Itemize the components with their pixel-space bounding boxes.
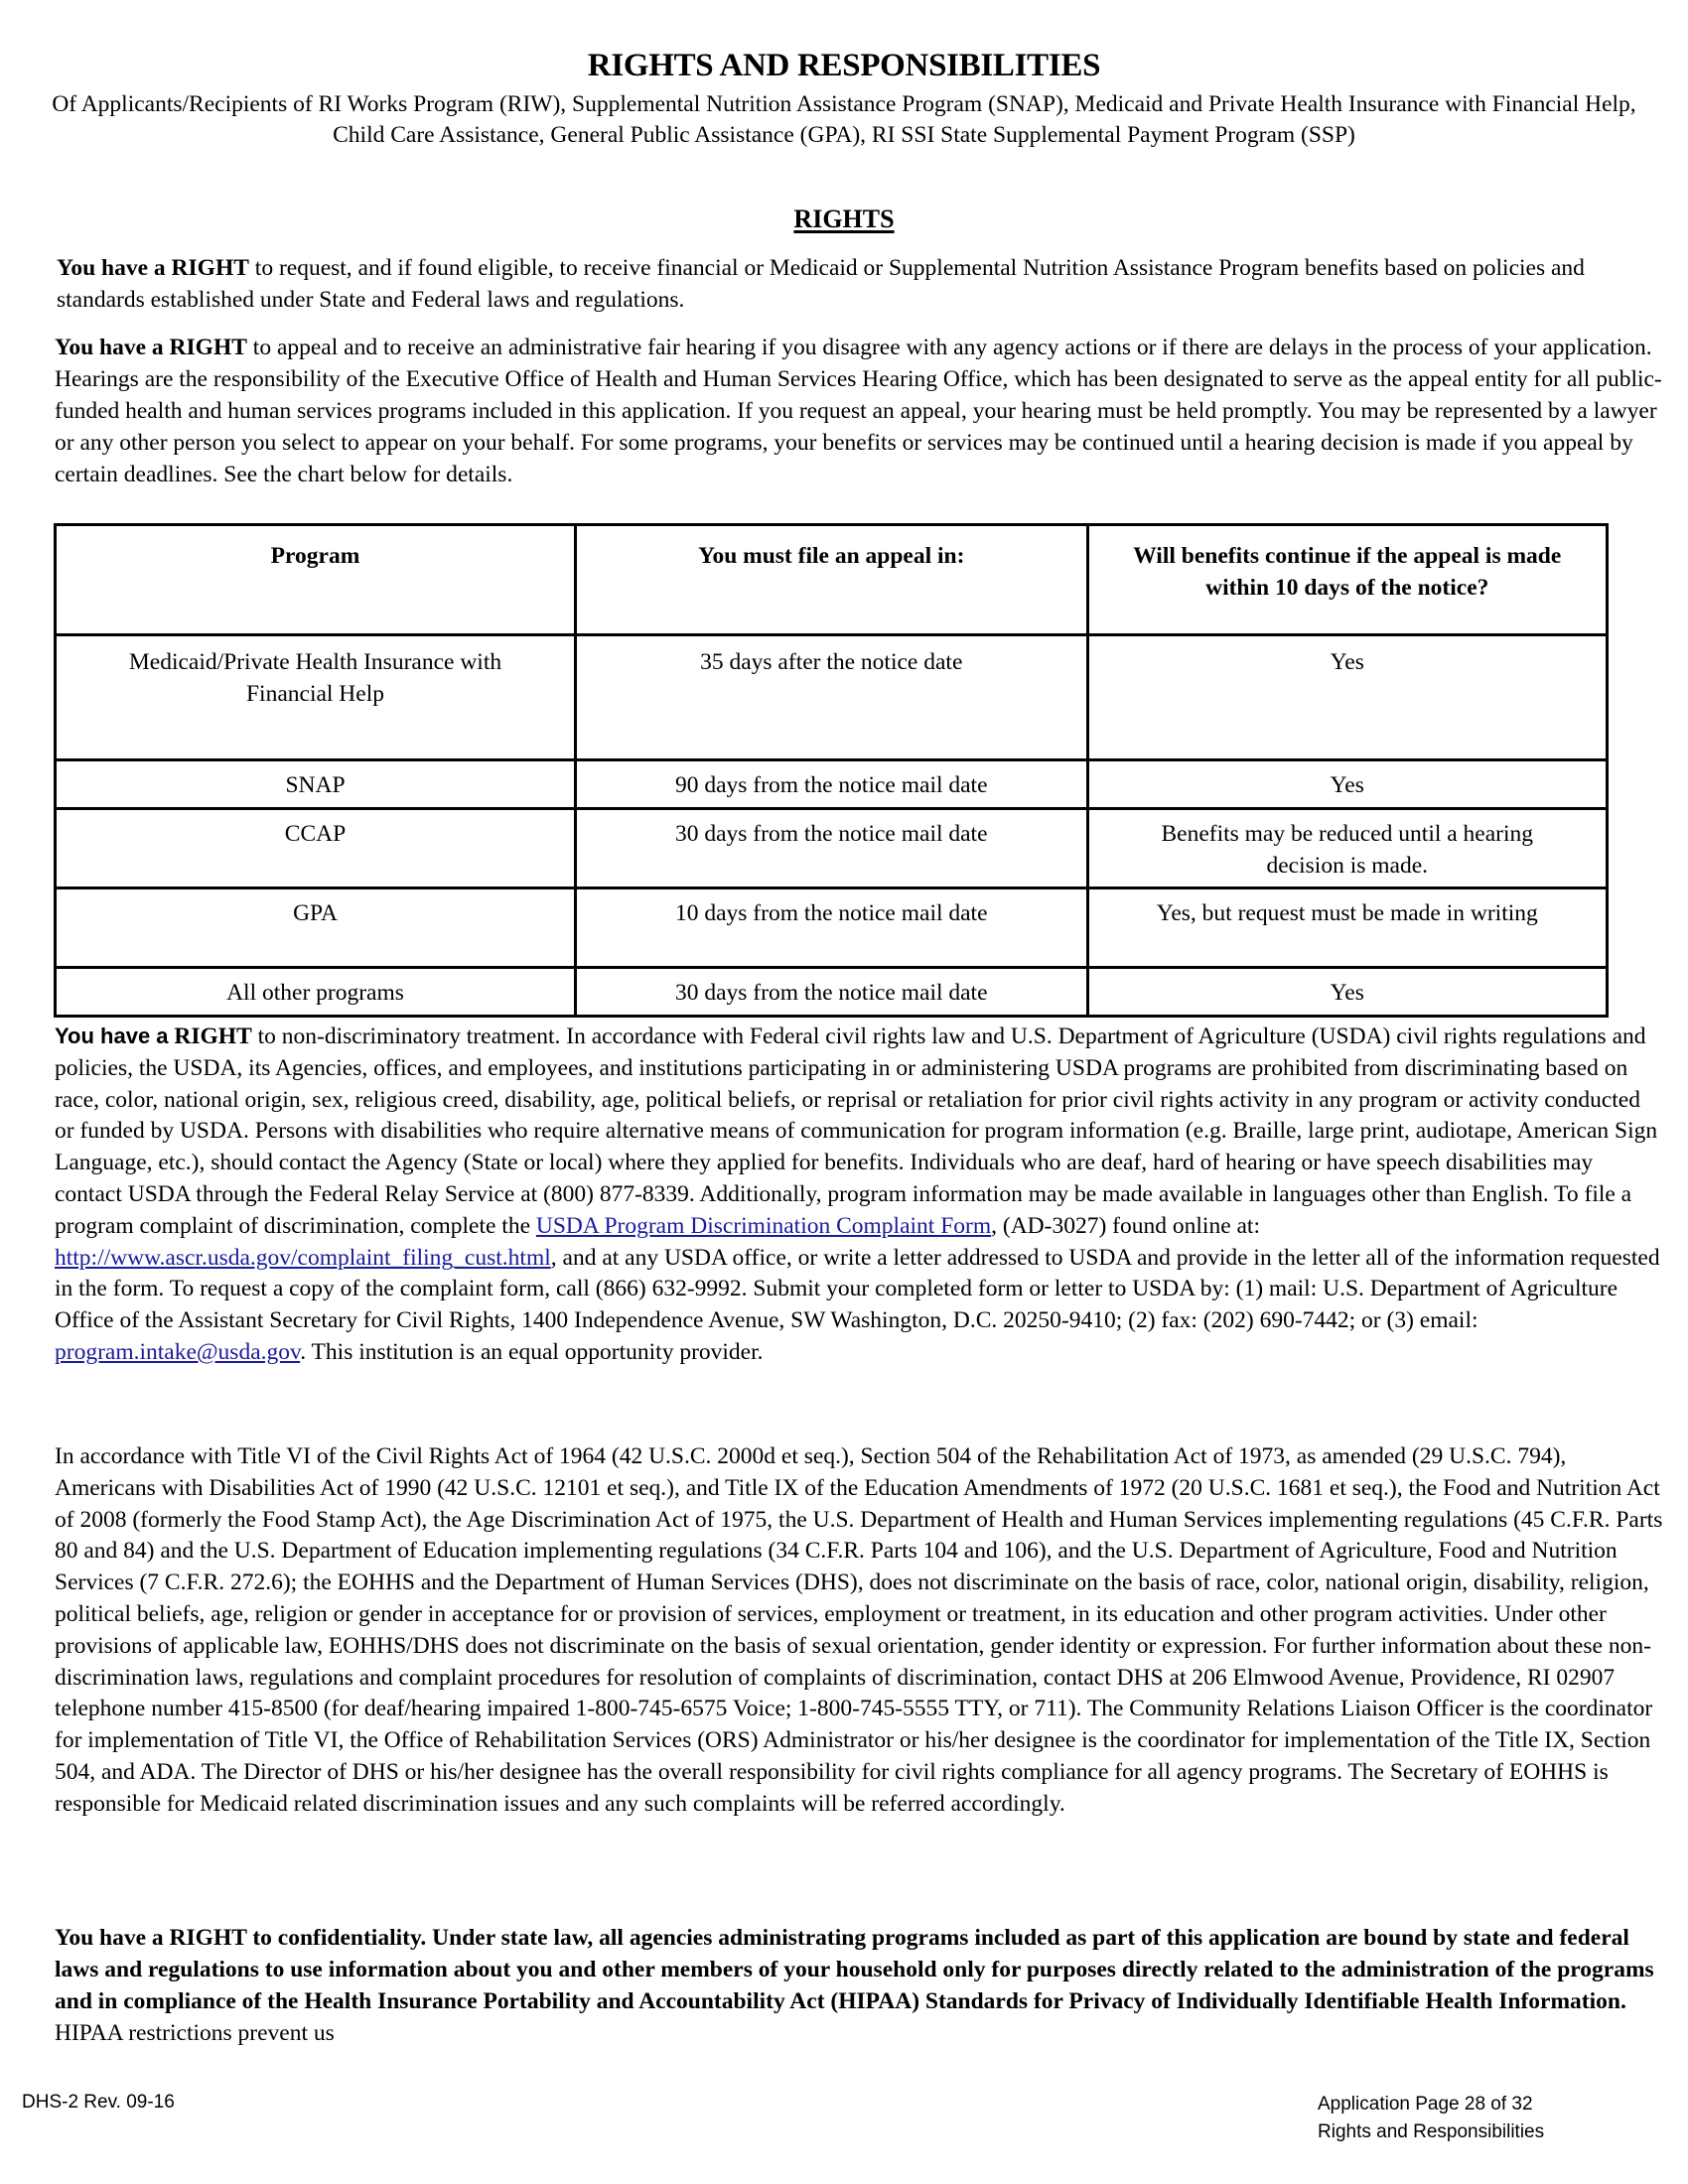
section-heading-rights-label: RIGHTS [793,205,895,233]
cell-program: CCAP [56,809,576,888]
page-title: RIGHTS AND RESPONSIBILITIES [587,48,1101,83]
right-lead-sans: You have a [55,1024,169,1048]
cell-deadline: 10 days from the notice mail date [575,888,1087,968]
cell-deadline: 30 days from the notice mail date [575,968,1087,1017]
cell-program [56,635,576,760]
footer-section-label: Rights and Responsibilities [1318,2121,1545,2142]
paragraph-right-to-appeal [55,332,1663,490]
complaint-form-link[interactable]: USDA Program Discrimination Complaint Form [535,1212,992,1239]
paragraph-text: HIPAA restrictions prevent us [55,2020,335,2046]
appeals-deadline-table [54,523,1609,1018]
page-subtitle: Of Applicants/Recipients of RI Works Program (RIW), Supplemental Nutrition Assistance Program (SNAP), Medicaid and Private Health Insurance with Financial Help, Child Care Assistance, General Public Assistance (GPA), RI SSI State Supplemental Payment Program (SSP) [52,91,1636,148]
cell-benefits-continue [1087,809,1607,888]
footer-page-number: Application Page 28 of 32 [1318,2094,1533,2115]
table-row [56,968,1608,1017]
column-header-deadline: You must file an appeal in: [575,525,1087,635]
cell-benefits-continue [1087,888,1607,968]
cell-benefits-continue-text: Benefits may be reduced until a hearing decision is made. [1161,821,1534,879]
section-heading-rights [0,204,1688,235]
cell-benefits-continue: Yes [1087,968,1607,1017]
table-header-row [56,525,1608,635]
paragraph-title-vi-compliance: In accordance with Title VI of the Civil Rights Act of 1964 (42 U.S.C. 2000d et seq.), Section 504 of the Rehabilitation Act of 1973, as amended (29 U.S.C. 794), Americans with Disabilities Act of 1990 (42 U.S.C. 12101 et seq.), and Title IX of the Education Amendments of 1972 (20 U.S.C. 1681 et seq.), the Food and Nutrition Act of 2008 (formerly the Food Stamp Act), the Age Discrimination Act of 1975, the U.S. Department of Health and Human Services implementing regulations (45 C.F.R. Parts 80 and 84) and the U.S. Department of Education implementing regulations (34 C.F.R. Parts 104 and 106), and the U.S. Department of Agriculture, Food and Nutrition Services (7 C.F.R. 272.6); the EOHHS and the Department of Human Services (DHS), does not discriminate on the basis of race, color, national origin, disability, religion, political beliefs, age, religion or gender in acceptance for or provision of services, employment or treatment, in its education and other program activities. Under other provisions of applicable law, EOHHS/DHS does not discriminate on the basis of sexual orientation, gender identity or expression. For further information about these non-discrimination laws, regulations and complaint procedures for resolution of complaints of discrimination, contact DHS at 206 Elmwood Avenue, Providence, RI 02907 telephone number 415-8500 (for deaf/hearing impaired 1-800-745-6575 Voice; 1-800-745-5555 TTY, or 711). The Community Relations Liaison Officer is the coordinator for implementation of Title VI, the Office of Rehabilitation Services (ORS) Administrator or his/her designee is the coordinator for implementation of the Title IX, Section 504, and ADA. The Director of DHS or his/her designee has the overall responsibility for civil rights compliance for all agency programs. The Secretary of EOHHS is responsible for Medicaid related discrimination issues and any such complaints will be referred accordingly. [55,1443,1663,1817]
right-lead: RIGHT [168,1024,252,1049]
cell-program: All other programs [56,968,576,1017]
cell-deadline: 30 days from the notice mail date [575,809,1087,888]
cell-program-text: Medicaid/Private Health Insurance with Financial Help [128,649,502,707]
column-header-benefits-continue [1087,525,1607,635]
paragraph-text: to request, and if found eligible, to receive financial or Medicaid or Supplemental Nutrition Assistance Program benefits based on policies and standards established under State and Federal laws and regulations. [57,255,1585,313]
column-header-program: Program [56,525,576,635]
cell-benefits-continue-text: Yes, but request must be made in writing [1156,900,1538,926]
program-intake-email-link[interactable]: program.intake@usda.gov [55,1338,301,1365]
table-row [56,635,1608,760]
cell-deadline: 35 days after the notice date [575,635,1087,760]
paragraph-right-to-benefits [57,252,1665,316]
table-row [56,888,1608,968]
column-header-benefits-continue-text: Will benefits continue if the appeal is made within 10 days of the notice? [1133,543,1562,601]
confidentiality-bold-text: You have a RIGHT to confidentiality. Under state law, all agencies administrating programs included as part of this application are bound by state and federal laws and regulations to use information about you and other members of your household only for purposes directly related to the administration of the programs and in compliance of the Health Insurance Portability and Accountability Act (HIPAA) Standards for Privacy of Individually Identifiable Health Information. [55,1925,1654,2014]
paragraph-text: to non-discriminatory treatment. In accordance with Federal civil rights law and U.S. Department of Agriculture (USDA) civil rights regulations and policies, the USDA, its Agencies, offices, and employees, and institutions participating in or administering USDA programs are prohibited from discriminating based on race, color, national origin, sex, religious creed, disability, age, political beliefs, or reprisal or retaliation for prior civil rights activity in any program or activity conducted or funded by USDA. Persons with disabilities who require alternative means of communication for program information (e.g. Braille, large print, audiotape, American Sign Language, etc.), should contact the Agency (State or local) where they applied for benefits. Individuals who are deaf, hard of hearing or have speech disabilities may contact USDA through the Federal Relay Service at (800) 877-8339. Additionally, program information may be made available in languages other than English. To file a program complaint of discrimination, complete the [55,1024,1658,1239]
footer-form-id: DHS-2 Rev. 09-16 [22,2092,175,2113]
table-row [56,809,1608,888]
paragraph-text: , (AD-3027) found online at: [991,1212,1260,1239]
right-lead: You have a RIGHT [57,255,249,281]
paragraph-non-discrimination [55,1021,1663,1369]
paragraph-right-to-confidentiality [55,1922,1663,2049]
paragraph-text: to appeal and to receive an administrative fair hearing if you disagree with any agency actions or if there are delays in the process of your application. Hearings are the responsibility of the Executive Office of Health and Human Services Hearing Office, which has been designated to serve as the appeal entity for all public-funded health and human services programs included in this application. If you request an appeal, your hearing must be held promptly. You may be represented by a lawyer or any other person you select to appear on your behalf. For some programs, your benefits or services may be continued until a hearing decision is made if you appeal by certain deadlines. See the chart below for details. [55,335,1662,487]
cell-program: SNAP [56,760,576,809]
cell-program: GPA [56,888,576,968]
paragraph-text: , and at any USDA office, or write a letter addressed to USDA and provide in the letter all of the information requested in the form. To request a copy of the complaint form, call (866) 632-9992. Submit your completed form or letter to USDA by: (1) mail: U.S. Department of Agriculture Office of the Assistant Secretary for Civil Rights, 1400 Independence Avenue, SW Washington, D.C. 20250-9410; (2) fax: (202) 690-7442; or (3) email: [55,1244,1660,1334]
table-row [56,760,1608,809]
footer-page-info [1318,2091,1544,2146]
right-lead: You have a RIGHT [55,335,247,360]
cell-benefits-continue: Yes [1087,760,1607,809]
cell-benefits-continue: Yes [1087,635,1607,760]
cell-deadline: 90 days from the notice mail date [575,760,1087,809]
complaint-filing-url-link[interactable]: http://www.ascr.usda.gov/complaint_filing_cust.html [55,1244,551,1271]
paragraph-text: . This institution is an equal opportunity provider. [300,1338,764,1365]
